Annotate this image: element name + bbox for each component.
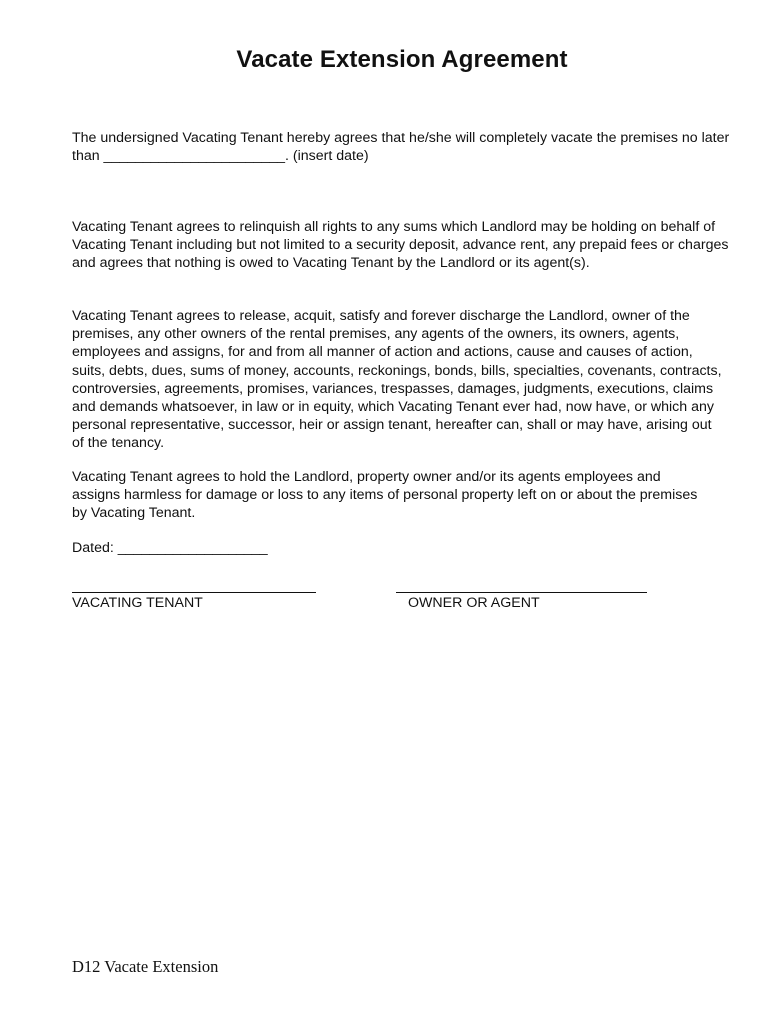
tenant-signature-label: VACATING TENANT	[72, 595, 203, 611]
dated-field: Dated: ___________________	[72, 540, 268, 556]
tenant-signature-line	[72, 592, 316, 593]
paragraph-release-landlord: Vacating Tenant agrees to release, acquit, satisfy and forever discharge the Landlord, owner of the premises, any other owners of the rental premises, any agents of the owners, its owners, agents, employees and assigns, for and from all manner of action and actions, cause and causes of action, suits, debts, dues, sums of money, accounts, reckonings, bonds, bills, specialties, covenants, contracts, controversies, agreements, promises, variances, trespasses, damages, judgments, executions, claims and demands whatsoever, in law or in equity, which Vacating Tenant ever had, now have, or which any personal representative, successor, heir or assign tenant, hereafter can, shall or may have, arising out of the tenancy.	[72, 308, 722, 452]
paragraph-vacate-date: The undersigned Vacating Tenant hereby agrees that he/she will completely vacate the premises no later than _______________________. (insert date)	[72, 130, 730, 165]
page-footer: D12 Vacate Extension	[72, 957, 219, 976]
paragraph-relinquish-rights: Vacating Tenant agrees to relinquish all rights to any sums which Landlord may be holding on behalf of Vacating Tenant including but not limited to a security deposit, advance rent, any prepaid fees or charges and agrees that nothing is owed to Vacating Tenant by the Landlord or its agent(s).	[72, 219, 729, 272]
owner-signature-line	[396, 592, 647, 593]
document-title: Vacate Extension Agreement	[236, 46, 568, 73]
owner-signature-label: OWNER OR AGENT	[408, 595, 540, 611]
paragraph-hold-harmless: Vacating Tenant agrees to hold the Landlord, property owner and/or its agents employees and assigns harmless for damage or loss to any items of personal property left on or about the premises by Vacating Tenant.	[72, 469, 698, 522]
